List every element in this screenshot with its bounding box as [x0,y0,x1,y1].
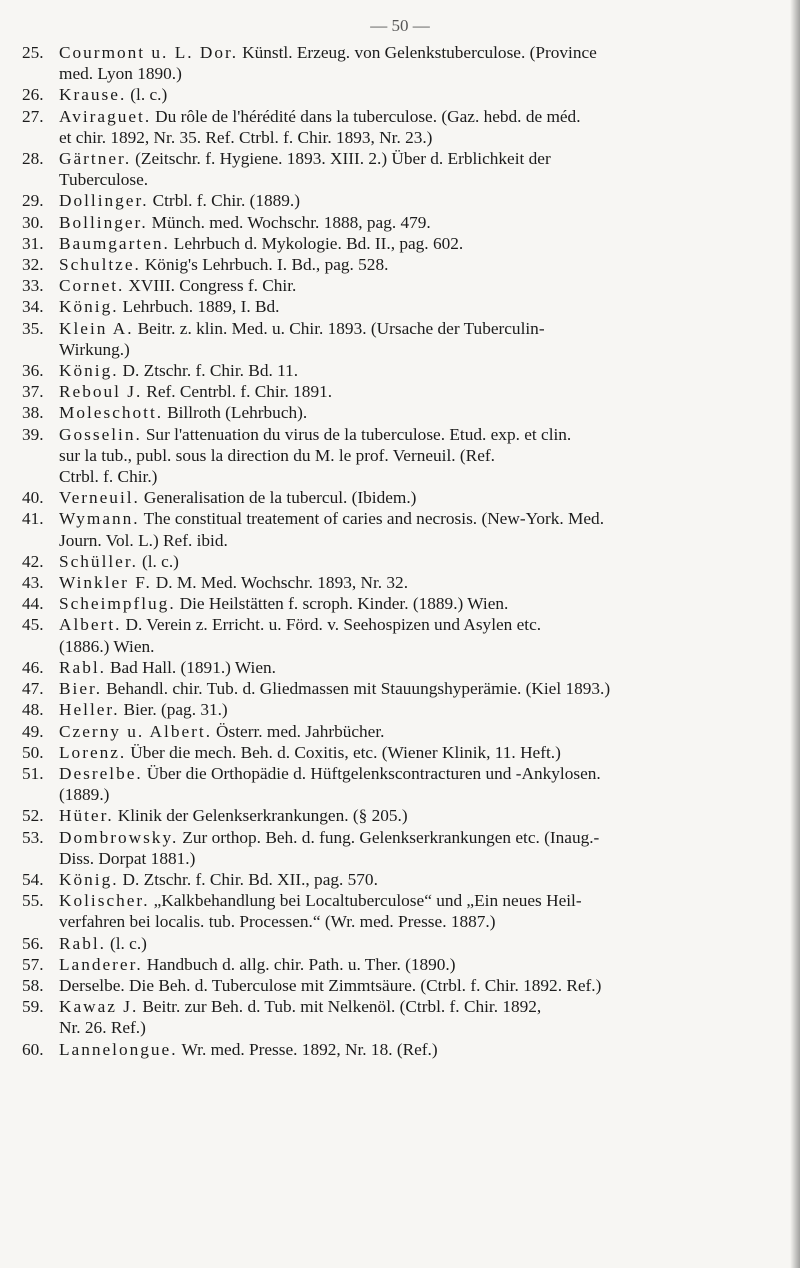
reference-number: 36. [22,361,44,381]
reference-line [59,360,782,381]
reference-line [59,275,782,296]
reference-author: Albert. [59,615,122,635]
reference-body [59,381,782,402]
reference-line [59,784,782,805]
reference-body [59,678,782,699]
reference-line-text: med. Lyon 1890.) [59,64,182,84]
reference-number: 32. [22,255,44,275]
reference-number: 42. [22,551,44,571]
reference-number: 45. [22,615,44,635]
reference-item [22,42,782,84]
reference-number: 47. [22,679,44,699]
reference-body [59,742,782,763]
reference-author: Schüller. [59,551,138,571]
reference-body [59,975,782,996]
reference-line-text: The constitual treatement of caries and necrosis. (New-York. Med. [143,509,605,529]
reference-line [59,42,782,63]
reference-line [59,169,782,190]
reference-body [59,827,782,869]
reference-number: 40. [22,488,44,508]
reference-line [59,63,782,84]
reference-line [59,721,782,742]
reference-body [59,551,782,572]
reference-line-text: (l. c.) [130,85,168,105]
reference-author: Hüter. [59,806,114,826]
reference-line [59,763,782,784]
reference-line-text: D. Ztschr. f. Chir. Bd. XII., pag. 570. [122,869,378,889]
reference-body [59,508,782,550]
reference-number: 49. [22,721,44,741]
reference-line-text: (Zeitschr. f. Hygiene. 1893. XIII. 2.) Über d. Erblichkeit der [135,149,551,169]
reference-number: 54. [22,869,44,889]
reference-item [22,742,782,763]
reference-line-text: (1889.) [59,785,110,805]
reference-line [59,127,782,148]
reference-author: Bier. [59,679,103,699]
reference-line [59,678,782,699]
reference-body [59,318,782,360]
reference-item [22,996,782,1038]
reference-line [59,614,782,635]
reference-item [22,212,782,233]
reference-author: Winkler F. [59,573,152,593]
reference-author: Rabl. [59,933,106,953]
reference-author: Dollinger. [59,191,149,211]
reference-item [22,254,782,275]
reference-line-text: Über die Orthopädie d. Hüftgelenkscontracturen und -Ankylosen. [146,763,601,783]
reference-author: Moleschott. [59,403,164,423]
reference-line-text: Generalisation de la tubercul. (Ibidem.) [143,488,417,508]
reference-body [59,933,782,954]
reference-item [22,890,782,932]
reference-body [59,763,782,805]
reference-line [59,911,782,932]
reference-line [59,530,782,551]
reference-line [59,933,782,954]
reference-line-text: Bad Hall. (1891.) Wien. [109,657,276,677]
reference-number: 34. [22,297,44,317]
reference-number: 43. [22,573,44,593]
reference-body [59,614,782,656]
reference-number: 60. [22,1039,44,1059]
reference-body [59,360,782,381]
reference-body [59,275,782,296]
reference-line-text: Münch. med. Wochschr. 1888, pag. 479. [151,212,431,232]
reference-author: Kawaz J. [59,997,139,1017]
reference-number: 35. [22,318,44,338]
reference-line [59,190,782,211]
reference-line-text: Du rôle de l'hérédité dans la tuberculose. (Gaz. hebd. de méd. [155,106,581,126]
reference-line [59,296,782,317]
reference-line-text: Beitr. zur Beh. d. Tub. mit Nelkenöl. (Ctrbl. f. Chir. 1892, [142,997,542,1017]
reference-line-text: König's Lehrbuch. I. Bd., pag. 528. [144,255,389,275]
reference-number: 37. [22,382,44,402]
reference-number: 51. [22,763,44,783]
reference-author: Baumgarten. [59,233,170,253]
page-number: — 50 — [370,16,430,35]
reference-line [59,466,782,487]
reference-author: Rabl. [59,657,106,677]
reference-line [59,996,782,1017]
reference-number: 38. [22,403,44,423]
reference-author: Landerer. [59,954,143,974]
reference-author: König. [59,361,119,381]
reference-line [59,890,782,911]
reference-line-text: Österr. med. Jahrbücher. [216,721,385,741]
reference-number: 28. [22,149,44,169]
reference-number: 56. [22,933,44,953]
reference-body [59,996,782,1038]
reference-number: 53. [22,827,44,847]
reference-number: 33. [22,276,44,296]
reference-line [59,84,782,105]
reference-line-text: D. M. Med. Wochschr. 1893, Nr. 32. [155,573,409,593]
reference-author: Aviraguet. [59,106,152,126]
reference-author: Reboul J. [59,382,143,402]
reference-line-text: Tuberculose. [59,170,149,190]
reference-number: 39. [22,424,44,444]
reference-author: Cornet. [59,276,125,296]
reference-line [59,593,782,614]
reference-item [22,827,782,869]
reference-item [22,805,782,826]
reference-line [59,424,782,445]
reference-body [59,954,782,975]
reference-line [59,106,782,127]
reference-line-text: Behandl. chir. Tub. d. Gliedmassen mit Stauungshyperämie. (Kiel 1893.) [106,679,611,699]
reference-body [59,148,782,190]
reference-line [59,402,782,423]
reference-item [22,381,782,402]
reference-body [59,190,782,211]
reference-line [59,254,782,275]
reference-line [59,508,782,529]
reference-number: 25. [22,43,44,62]
reference-line-text: et chir. 1892, Nr. 35. Ref. Ctrbl. f. Chir. 1893, Nr. 23.) [59,127,433,147]
reference-item [22,508,782,550]
reference-line-text: Ref. Centrbl. f. Chir. 1891. [146,382,333,402]
reference-body [59,721,782,742]
reference-body [59,869,782,890]
reference-author: Gosselin. [59,424,142,444]
reference-line-text: Diss. Dorpat 1881.) [59,848,196,868]
reference-author: Heller. [59,700,120,720]
reference-author: Dombrowsky. [59,827,179,847]
reference-number: 26. [22,85,44,105]
reference-item [22,699,782,720]
reference-author: Desrelbe. [59,763,143,783]
reference-line-text: Derselbe. Die Beh. d. Tuberculose mit Zimmtsäure. (Ctrbl. f. Chir. 1892. Ref.) [59,975,602,995]
reference-line [59,572,782,593]
reference-body [59,657,782,678]
reference-line-text: Nr. 26. Ref.) [59,1018,146,1038]
reference-item [22,933,782,954]
reference-item [22,318,782,360]
reference-author: Gärtner. [59,149,132,169]
reference-item [22,84,782,105]
reference-line-text: D. Verein z. Erricht. u. Förd. v. Seehospizen und Asylen etc. [125,615,542,635]
reference-line-text: Handbuch d. allg. chir. Path. u. Ther. (1890.) [146,954,456,974]
reference-author: Scheimpflug. [59,594,176,614]
reference-line-text: Beitr. z. klin. Med. u. Chir. 1893. (Ursache der Tuberculin- [137,318,545,338]
reference-number: 59. [22,997,44,1017]
reference-line-text: Ctrbl. f. Chir. (1889.) [152,191,300,211]
reference-line-text: Bier. (pag. 31.) [123,700,228,720]
reference-number: 44. [22,594,44,614]
reference-line-text: Lehrbuch d. Mykologie. Bd. II., pag. 602. [173,233,464,253]
reference-item [22,593,782,614]
reference-line [59,445,782,466]
reference-item [22,572,782,593]
reference-number: 46. [22,657,44,677]
reference-line-text: D. Ztschr. f. Chir. Bd. 11. [122,361,299,381]
reference-number: 57. [22,954,44,974]
reference-item [22,1039,782,1060]
reference-item [22,975,782,996]
reference-body [59,296,782,317]
reference-item [22,148,782,190]
reference-line [59,339,782,360]
reference-item [22,657,782,678]
reference-author: König. [59,297,119,317]
reference-author: Courmont u. L. Dor. [59,43,239,62]
reference-number: 48. [22,700,44,720]
reference-body [59,572,782,593]
reference-number: 31. [22,233,44,253]
reference-item [22,487,782,508]
reference-line [59,699,782,720]
reference-line [59,381,782,402]
reference-item [22,763,782,805]
reference-line-text: (l. c.) [141,551,179,571]
reference-body [59,42,782,84]
reference-line-text: „Kalkbehandlung bei Localtuberculose“ und „Ein neues Heil- [153,891,582,911]
reference-line [59,827,782,848]
reference-line [59,657,782,678]
reference-line [59,1039,782,1060]
reference-author: Lannelongue. [59,1039,178,1059]
reference-author: Lorenz. [59,742,127,762]
reference-author: König. [59,869,119,889]
reference-item [22,296,782,317]
reference-number: 55. [22,891,44,911]
reference-author: Bollinger. [59,212,148,232]
reference-author: Schultze. [59,255,141,275]
reference-line [59,1017,782,1038]
reference-list [22,42,782,1060]
reference-item [22,954,782,975]
reference-item [22,190,782,211]
reference-body [59,424,782,488]
reference-item [22,275,782,296]
reference-line [59,148,782,169]
reference-line-text: sur la tub., publ. sous la direction du M. le prof. Verneuil. (Ref. [59,445,495,465]
reference-line [59,636,782,657]
reference-body [59,593,782,614]
reference-number: 52. [22,806,44,826]
reference-line [59,487,782,508]
reference-line-text: Künstl. Erzeug. von Gelenkstuberculose. (Province [242,43,597,62]
reference-line-text: Wirkung.) [59,339,130,359]
reference-item [22,614,782,656]
reference-item [22,106,782,148]
reference-author: Krause. [59,85,127,105]
reference-body [59,106,782,148]
reference-number: 30. [22,212,44,232]
reference-author: Klein A. [59,318,134,338]
reference-body [59,1039,782,1060]
reference-number: 29. [22,191,44,211]
reference-line [59,742,782,763]
reference-line-text: Wr. med. Presse. 1892, Nr. 18. (Ref.) [181,1039,438,1059]
reference-line-text: Lehrbuch. 1889, I. Bd. [122,297,280,317]
reference-item [22,360,782,381]
reference-author: Wymann. [59,509,140,529]
reference-author: Verneuil. [59,488,140,508]
reference-item [22,721,782,742]
reference-line-text: Billroth (Lehrbuch). [167,403,308,423]
reference-line-text: Sur l'attenuation du virus de la tuberculose. Etud. exp. et clin. [145,424,572,444]
reference-line [59,233,782,254]
reference-line [59,975,782,996]
reference-line-text: Zur orthop. Beh. d. fung. Gelenkserkrankungen etc. (Inaug.- [182,827,600,847]
reference-line [59,848,782,869]
reference-line [59,551,782,572]
reference-body [59,84,782,105]
reference-line [59,805,782,826]
reference-body [59,402,782,423]
reference-line-text: Ctrbl. f. Chir.) [59,467,158,487]
reference-line-text: Über die mech. Beh. d. Coxitis, etc. (Wiener Klinik, 11. Heft.) [130,742,561,762]
reference-body [59,212,782,233]
reference-line-text: Klinik der Gelenkserkrankungen. (§ 205.) [117,806,408,826]
reference-line-text: verfahren bei localis. tub. Processen.“ (Wr. med. Presse. 1887.) [59,912,496,932]
reference-body [59,699,782,720]
reference-item [22,424,782,488]
reference-line-text: Die Heilstätten f. scroph. Kinder. (1889.) Wien. [179,594,509,614]
reference-author: Czerny u. Albert. [59,721,213,741]
reference-item [22,402,782,423]
reference-body [59,805,782,826]
reference-author: Kolischer. [59,891,150,911]
reference-line [59,869,782,890]
reference-number: 58. [22,975,44,995]
reference-body [59,233,782,254]
reference-item [22,869,782,890]
reference-item [22,551,782,572]
reference-line-text: XVIII. Congress f. Chir. [128,276,297,296]
reference-body [59,890,782,932]
reference-item [22,233,782,254]
reference-line [59,212,782,233]
page-edge-shadow [790,0,800,1268]
reference-body [59,254,782,275]
reference-number: 50. [22,742,44,762]
reference-line [59,954,782,975]
reference-number: 41. [22,509,44,529]
reference-line [59,318,782,339]
reference-line-text: (1886.) Wien. [59,636,155,656]
reference-line-text: Journ. Vol. L.) Ref. ibid. [59,530,228,550]
reference-line-text: (l. c.) [109,933,147,953]
reference-item [22,678,782,699]
reference-number: 27. [22,106,44,126]
reference-body [59,487,782,508]
